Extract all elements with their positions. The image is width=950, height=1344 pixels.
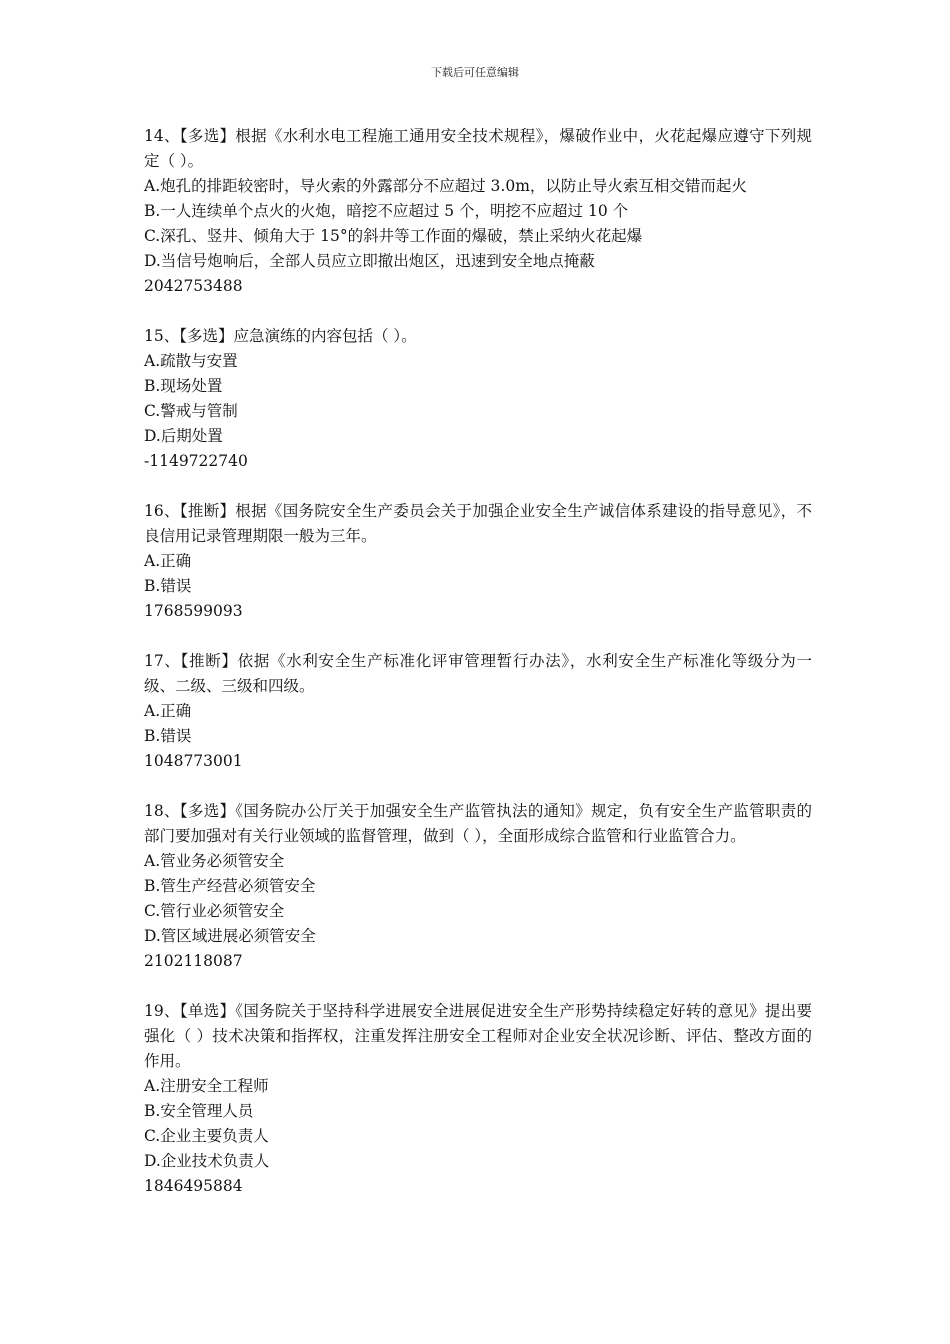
question-17 (144, 649, 812, 774)
option-a: A.正确 (144, 702, 192, 720)
question-16 (144, 499, 812, 624)
page-header: 下载后可任意编辑 (431, 66, 519, 79)
question-18 (144, 799, 812, 974)
question-15 (144, 324, 812, 474)
question-stem: 18、【多选】《国务院办公厅关于加强安全生产监管执法的通知》规定，负有安全生产监管职责的部门要加强对有关行业领域的监督管理，做到（ ），全面形成综合监管和行业监管合力。 (144, 802, 812, 845)
option-c: C.深孔、竖井、倾角大于 15°的斜井等工作面的爆破，禁止采纳火花起爆 (144, 227, 643, 245)
question-19 (144, 999, 812, 1199)
question-code: 2102118087 (144, 952, 243, 970)
question-stem: 14、【多选】根据《水利水电工程施工通用安全技术规程》，爆破作业中，火花起爆应遵守下列规定（ ）。 (144, 127, 812, 170)
option-a: A.管业务必须管安全 (144, 852, 285, 870)
option-a: A.正确 (144, 552, 192, 570)
option-d: D.管区域进展必须管安全 (144, 927, 316, 945)
option-a: A.炮孔的排距较密时，导火索的外露部分不应超过 3.0m，以防止导火索互相交错而起火 (144, 177, 747, 195)
question-code: 1768599093 (144, 602, 243, 620)
option-b: B.错误 (144, 727, 192, 745)
option-d: D.企业技术负责人 (144, 1152, 270, 1170)
option-b: B.错误 (144, 577, 192, 595)
question-code: 1846495884 (144, 1177, 243, 1195)
question-stem: 17、【推断】依据《水利安全生产标准化评审管理暂行办法》，水利安全生产标准化等级分为一级、二级、三级和四级。 (144, 652, 812, 695)
option-d: D.后期处置 (144, 427, 223, 445)
option-c: C.企业主要负责人 (144, 1127, 269, 1145)
option-c: C.管行业必须管安全 (144, 902, 285, 920)
question-code: 2042753488 (144, 277, 243, 295)
question-stem: 16、【推断】根据《国务院安全生产委员会关于加强企业安全生产诚信体系建设的指导意见》，不良信用记录管理期限一般为三年。 (144, 502, 812, 545)
option-b: B.现场处置 (144, 377, 223, 395)
option-a: A.注册安全工程师 (144, 1077, 269, 1095)
question-code: -1149722740 (144, 452, 248, 470)
option-b: B.管生产经营必须管安全 (144, 877, 316, 895)
question-stem: 15、【多选】应急演练的内容包括（ ）。 (144, 327, 417, 345)
question-14 (144, 124, 812, 299)
option-b: B.安全管理人员 (144, 1102, 254, 1120)
option-a: A.疏散与安置 (144, 352, 238, 370)
question-code: 1048773001 (144, 752, 243, 770)
option-d: D.当信号炮响后，全部人员应立即撤出炮区，迅速到安全地点掩蔽 (144, 252, 595, 270)
question-stem: 19、【单选】《国务院关于坚持科学进展安全进展促进安全生产形势持续稳定好转的意见》提出要强化（ ）技术决策和指挥权，注重发挥注册安全工程师对企业安全状况诊断、评估、整改方面的作用。 (144, 1002, 812, 1070)
document-body (144, 124, 812, 1224)
option-c: C.警戒与管制 (144, 402, 238, 420)
option-b: B.一人连续单个点火的火炮，暗挖不应超过 5 个，明挖不应超过 10 个 (144, 202, 629, 220)
